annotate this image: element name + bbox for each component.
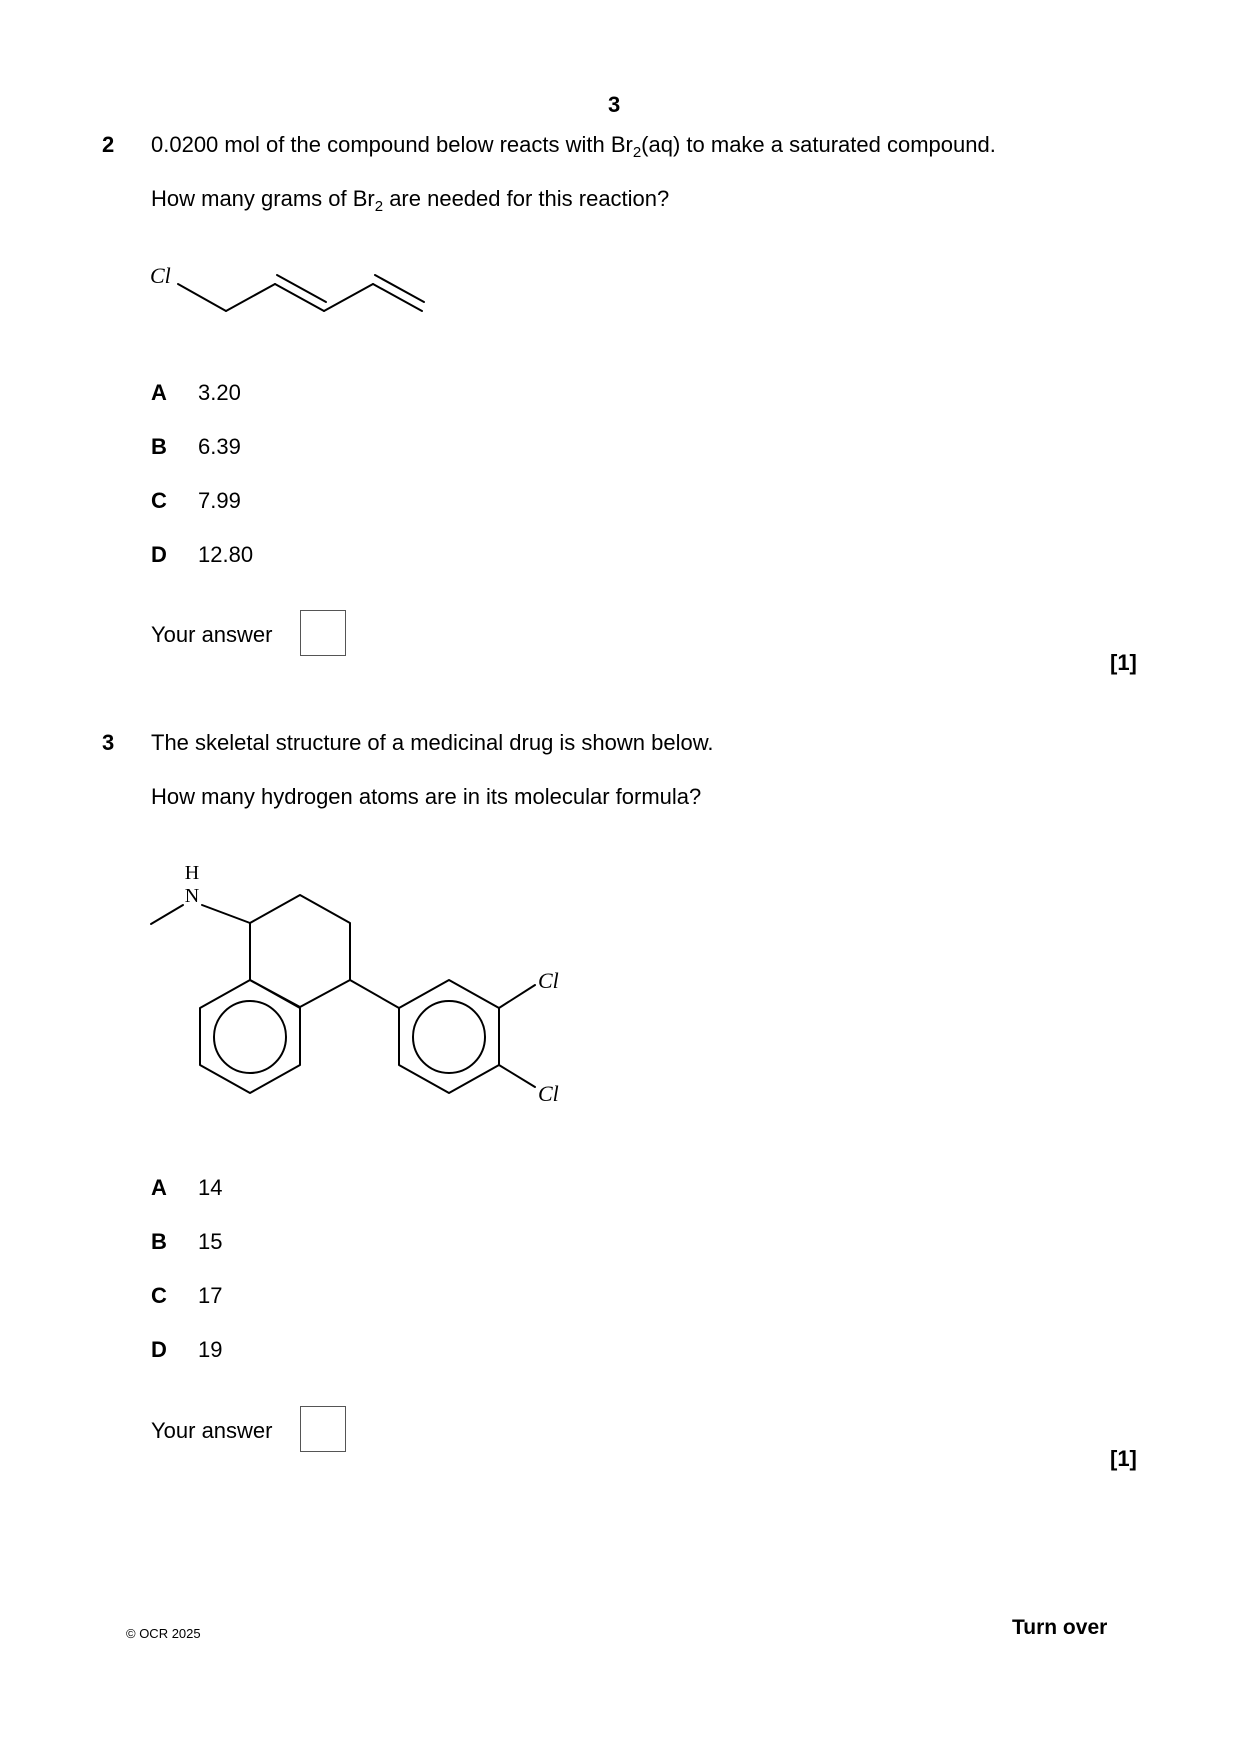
q2-option-d-value: 12.80 xyxy=(198,542,254,567)
page-number: 3 xyxy=(608,92,621,117)
q3-option-a-letter: A xyxy=(151,1175,167,1200)
question-2-prompt: How many grams of $Br_2$ are needed for this reaction? xyxy=(151,186,670,215)
footer-turn-over: Turn over xyxy=(1012,1616,1108,1639)
nitrogen-label: N xyxy=(184,885,200,907)
question-3-stem: The skeletal structure of a medicinal drug is shown below. xyxy=(151,730,714,755)
q2-option-a-letter: A xyxy=(151,380,167,405)
q3-option-d-letter: D xyxy=(151,1337,167,1362)
q3-option-c-letter: C xyxy=(151,1283,167,1308)
q2-option-b-letter: B xyxy=(151,434,167,459)
q2-option-c-letter: C xyxy=(151,488,167,513)
chlorine-top-label: Cl xyxy=(538,968,559,993)
q3-option-c-value: 17 xyxy=(198,1283,223,1308)
footer-copyright: © OCR 2025 xyxy=(126,1626,201,1641)
q3-option-d-value: 19 xyxy=(198,1337,223,1362)
hydrogen-label: H xyxy=(184,862,200,884)
q2-option-c-value: 7.99 xyxy=(198,488,241,513)
q2-option-b-value: 6.39 xyxy=(198,434,241,459)
question-2-stem: 0.0200 mol of the compound below reacts with $Br_2(aq)$ to make a saturated compound. xyxy=(151,132,996,161)
q3-marks: [1] xyxy=(1110,1446,1137,1471)
q2-option-a-value: 3.20 xyxy=(198,380,241,405)
q2-answer-box[interactable] xyxy=(300,610,346,656)
question-2-skeletal-structure xyxy=(140,255,440,335)
q3-answer-label: Your answer xyxy=(151,1418,273,1443)
question-3-skeletal-structure xyxy=(140,855,600,1115)
question-3-prompt: How many hydrogen atoms are in its molecular formula? xyxy=(151,784,702,809)
q2-option-d-letter: D xyxy=(151,542,167,567)
question-2-number: 2 xyxy=(102,132,115,157)
q3-option-b-value: 15 xyxy=(198,1229,223,1254)
q3-answer-box[interactable] xyxy=(300,1406,346,1452)
q2-answer-label: Your answer xyxy=(151,622,273,647)
q3-option-b-letter: B xyxy=(151,1229,167,1254)
q2-marks: [1] xyxy=(1110,650,1137,675)
question-3-number: 3 xyxy=(102,730,115,755)
q3-option-a-value: 14 xyxy=(198,1175,223,1200)
chlorine-label: Cl xyxy=(150,263,171,288)
chlorine-bottom-label: Cl xyxy=(538,1081,559,1106)
